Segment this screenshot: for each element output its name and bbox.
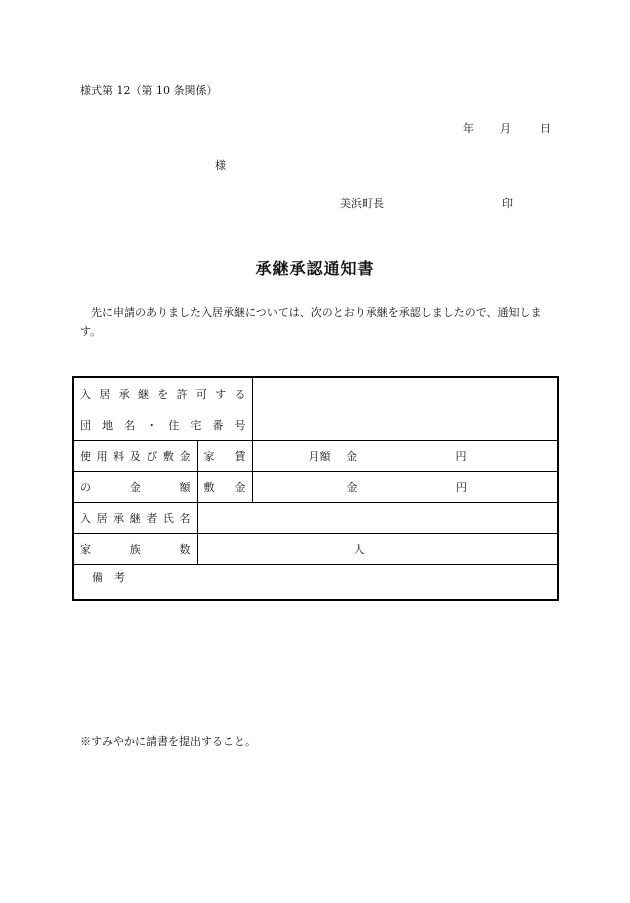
label-char: 住 xyxy=(168,418,180,432)
label-char: の xyxy=(80,481,91,494)
label-char: 入 xyxy=(80,387,91,401)
label-char: 及 xyxy=(129,450,141,463)
label-char: び xyxy=(146,450,158,463)
rent-label xyxy=(197,441,252,472)
label-char: 数 xyxy=(179,543,191,556)
label-char: 額 xyxy=(179,481,191,494)
label-char: 賃 xyxy=(234,450,246,463)
main-table xyxy=(72,376,559,601)
family-label xyxy=(73,534,197,565)
date-day-label: 日 xyxy=(540,122,551,135)
footnote: ※すみやかに請書を提出すること。 xyxy=(80,735,256,748)
date-month-label: 月 xyxy=(500,122,511,135)
label-char: 名 xyxy=(179,512,191,525)
label-char: 継 xyxy=(137,387,149,401)
remarks-field[interactable] xyxy=(73,565,558,601)
label-char: 号 xyxy=(234,418,246,432)
housing-label-line1 xyxy=(80,378,246,409)
deposit-kin-label: 金 xyxy=(346,481,358,494)
label-char: 用 xyxy=(96,450,108,463)
label-char: 可 xyxy=(195,387,207,401)
successor-label xyxy=(73,503,197,534)
housing-label-cell xyxy=(73,377,252,441)
label-char: 敷 xyxy=(162,450,174,463)
successor-name-field[interactable] xyxy=(197,503,558,534)
form-code: 様式第 12（第 10 条関係） xyxy=(80,84,218,97)
fee-label-line1 xyxy=(73,441,197,472)
label-char: 料 xyxy=(113,450,125,463)
label-char: ・ xyxy=(146,418,158,432)
label-char: 者 xyxy=(146,512,158,525)
housing-value-field[interactable] xyxy=(252,377,558,441)
housing-label-line2 xyxy=(80,409,246,440)
label-char: を xyxy=(157,387,169,401)
document-title: 承継承認通知書 xyxy=(255,259,375,278)
family-unit-label: 人 xyxy=(353,543,365,556)
remarks-label: 備 考 xyxy=(92,571,125,584)
label-char: 氏 xyxy=(162,512,174,525)
label-char: 団 xyxy=(80,418,91,432)
deposit-label xyxy=(197,472,252,503)
rent-monthly-label: 月額 xyxy=(308,450,331,463)
rent-yen-unit: 円 xyxy=(455,450,467,463)
rent-kin-label: 金 xyxy=(346,450,357,463)
label-char: 宅 xyxy=(190,418,202,432)
label-char: 敷 xyxy=(203,481,215,494)
label-char: 金 xyxy=(234,481,246,494)
label-char: 家 xyxy=(203,450,215,463)
label-char: 承 xyxy=(118,387,130,401)
label-char: 金 xyxy=(129,481,141,494)
date-year-label: 年 xyxy=(463,122,474,135)
deposit-value-field[interactable] xyxy=(252,472,558,503)
fee-label-line2 xyxy=(73,472,197,503)
label-char: 地 xyxy=(102,418,114,432)
family-count-field[interactable] xyxy=(197,534,558,565)
body-text: 先に申請のありました入居承継については、次のとおり承継を承認しましたので、通知します。 xyxy=(80,306,542,338)
deposit-yen-unit: 円 xyxy=(456,481,467,494)
label-char: 継 xyxy=(129,512,141,525)
seal-mark: 印 xyxy=(502,197,513,210)
label-char: す xyxy=(215,387,227,401)
issuer-name: 美浜町長 xyxy=(340,197,384,210)
label-char: 名 xyxy=(124,418,136,432)
label-char: る xyxy=(234,387,246,401)
label-char: 金 xyxy=(179,450,191,463)
label-char: 許 xyxy=(176,387,188,401)
label-char: 居 xyxy=(99,387,111,401)
label-char: 居 xyxy=(96,512,108,525)
rent-value-field[interactable] xyxy=(252,441,558,472)
label-char: 家 xyxy=(80,543,91,556)
label-char: 承 xyxy=(113,512,125,525)
label-char: 番 xyxy=(212,418,224,432)
addressee-suffix: 様 xyxy=(215,159,226,172)
label-char: 入 xyxy=(80,512,91,525)
label-char: 族 xyxy=(129,543,141,556)
label-char: 使 xyxy=(80,450,91,463)
